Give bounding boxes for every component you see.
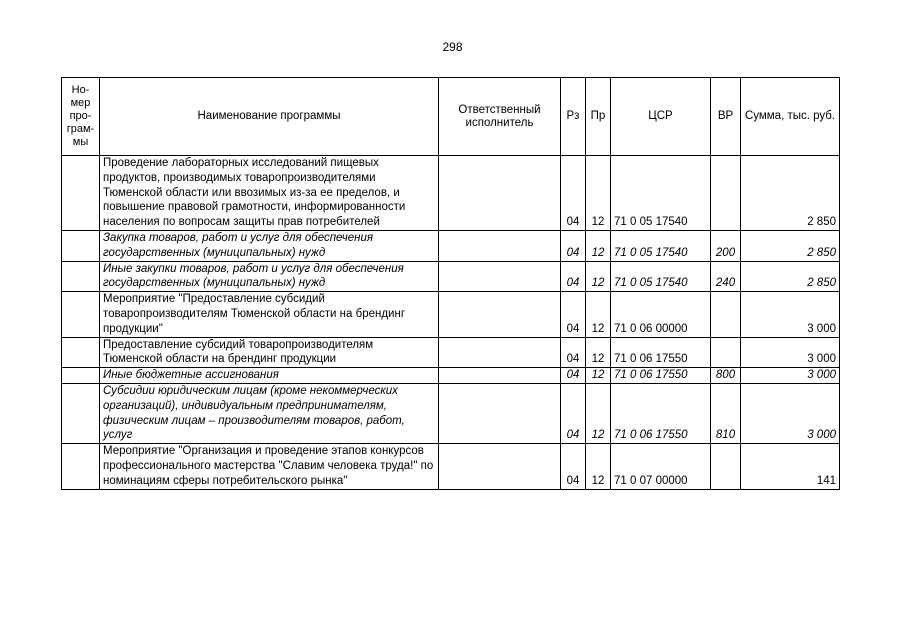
cell-sum: 2 850 [741,230,840,261]
cell-program-number [62,230,100,261]
cell-csr: 71 0 06 17550 [611,337,711,368]
cell-program-name: Мероприятие "Организация и проведение этапов конкурсов профессионального мастерства "Славим человека труда!" по номинациям сферы потребительского рынка" [100,444,439,489]
table-row [62,156,840,231]
header-program-number: Но-мер про-грам-мы [62,78,100,156]
cell-program-name: Субсидии юридическим лицам (кроме некоммерческих организаций), индивидуальным предпринимателям, физическим лицам – производителям товаров, работ, услуг [100,383,439,443]
cell-rz: 04 [561,383,586,443]
cell-program-number [62,368,100,384]
header-row [62,78,840,156]
cell-rz: 04 [561,337,586,368]
cell-program-name: Мероприятие "Предоставление субсидий товаропроизводителям Тюменской области на брендинг продукции" [100,292,439,337]
cell-vr: 240 [711,261,741,292]
table-row [62,230,840,261]
cell-sum: 3 000 [741,337,840,368]
cell-responsible [439,261,561,292]
cell-program-name: Иные бюджетные ассигнования [100,368,439,384]
table-row [62,368,840,384]
cell-program-name: Закупка товаров, работ и услуг для обеспечения государственных (муниципальных) нужд [100,230,439,261]
cell-rz: 04 [561,444,586,489]
cell-program-number [62,292,100,337]
cell-sum: 2 850 [741,156,840,231]
cell-sum: 141 [741,444,840,489]
cell-pr: 12 [586,337,611,368]
cell-sum: 3 000 [741,292,840,337]
cell-program-name: Проведение лабораторных исследований пищевых продуктов, производимых товаропроизводителями Тюменской области или ввозимых из-за ее пределов, и повышение правовой грамотности, информированности населения по вопросам защиты прав потребителей [100,156,439,231]
cell-pr: 12 [586,156,611,231]
cell-responsible [439,383,561,443]
cell-program-number [62,444,100,489]
table-row [62,444,840,489]
cell-rz: 04 [561,156,586,231]
header-sum: Сумма, тыс. руб. [741,78,840,156]
cell-pr: 12 [586,261,611,292]
cell-vr: 810 [711,383,741,443]
cell-rz: 04 [561,368,586,384]
cell-vr [711,337,741,368]
cell-responsible [439,368,561,384]
table-row [62,383,840,443]
cell-vr [711,156,741,231]
header-program-name: Наименование программы [100,78,439,156]
header-pr: Пр [586,78,611,156]
cell-vr [711,444,741,489]
budget-table [61,77,840,490]
cell-program-number [62,156,100,231]
cell-pr: 12 [586,383,611,443]
cell-csr: 71 0 06 17550 [611,368,711,384]
cell-responsible [439,156,561,231]
header-rz: Рз [561,78,586,156]
cell-rz: 04 [561,292,586,337]
table-body [62,156,840,490]
table-row [62,261,840,292]
cell-responsible [439,337,561,368]
cell-program-name: Иные закупки товаров, работ и услуг для обеспечения государственных (муниципальных) нужд [100,261,439,292]
header-vr: ВР [711,78,741,156]
cell-sum: 3 000 [741,383,840,443]
table-row [62,337,840,368]
header-responsible: Ответственный исполнитель [439,78,561,156]
cell-responsible [439,292,561,337]
cell-csr: 71 0 06 00000 [611,292,711,337]
cell-pr: 12 [586,368,611,384]
cell-rz: 04 [561,261,586,292]
cell-pr: 12 [586,444,611,489]
cell-rz: 04 [561,230,586,261]
cell-csr: 71 0 07 00000 [611,444,711,489]
cell-csr: 71 0 05 17540 [611,230,711,261]
cell-program-number [62,261,100,292]
cell-pr: 12 [586,230,611,261]
cell-pr: 12 [586,292,611,337]
cell-program-number [62,383,100,443]
table-row [62,292,840,337]
cell-vr: 200 [711,230,741,261]
cell-responsible [439,444,561,489]
cell-program-number [62,337,100,368]
cell-sum: 3 000 [741,368,840,384]
cell-vr: 800 [711,368,741,384]
page-number: 298 [442,40,463,54]
cell-responsible [439,230,561,261]
cell-csr: 71 0 06 17550 [611,383,711,443]
cell-vr [711,292,741,337]
header-csr: ЦСР [611,78,711,156]
cell-program-name: Предоставление субсидий товаропроизводителям Тюменской области на брендинг продукции [100,337,439,368]
cell-csr: 71 0 05 17540 [611,261,711,292]
cell-csr: 71 0 05 17540 [611,156,711,231]
cell-sum: 2 850 [741,261,840,292]
